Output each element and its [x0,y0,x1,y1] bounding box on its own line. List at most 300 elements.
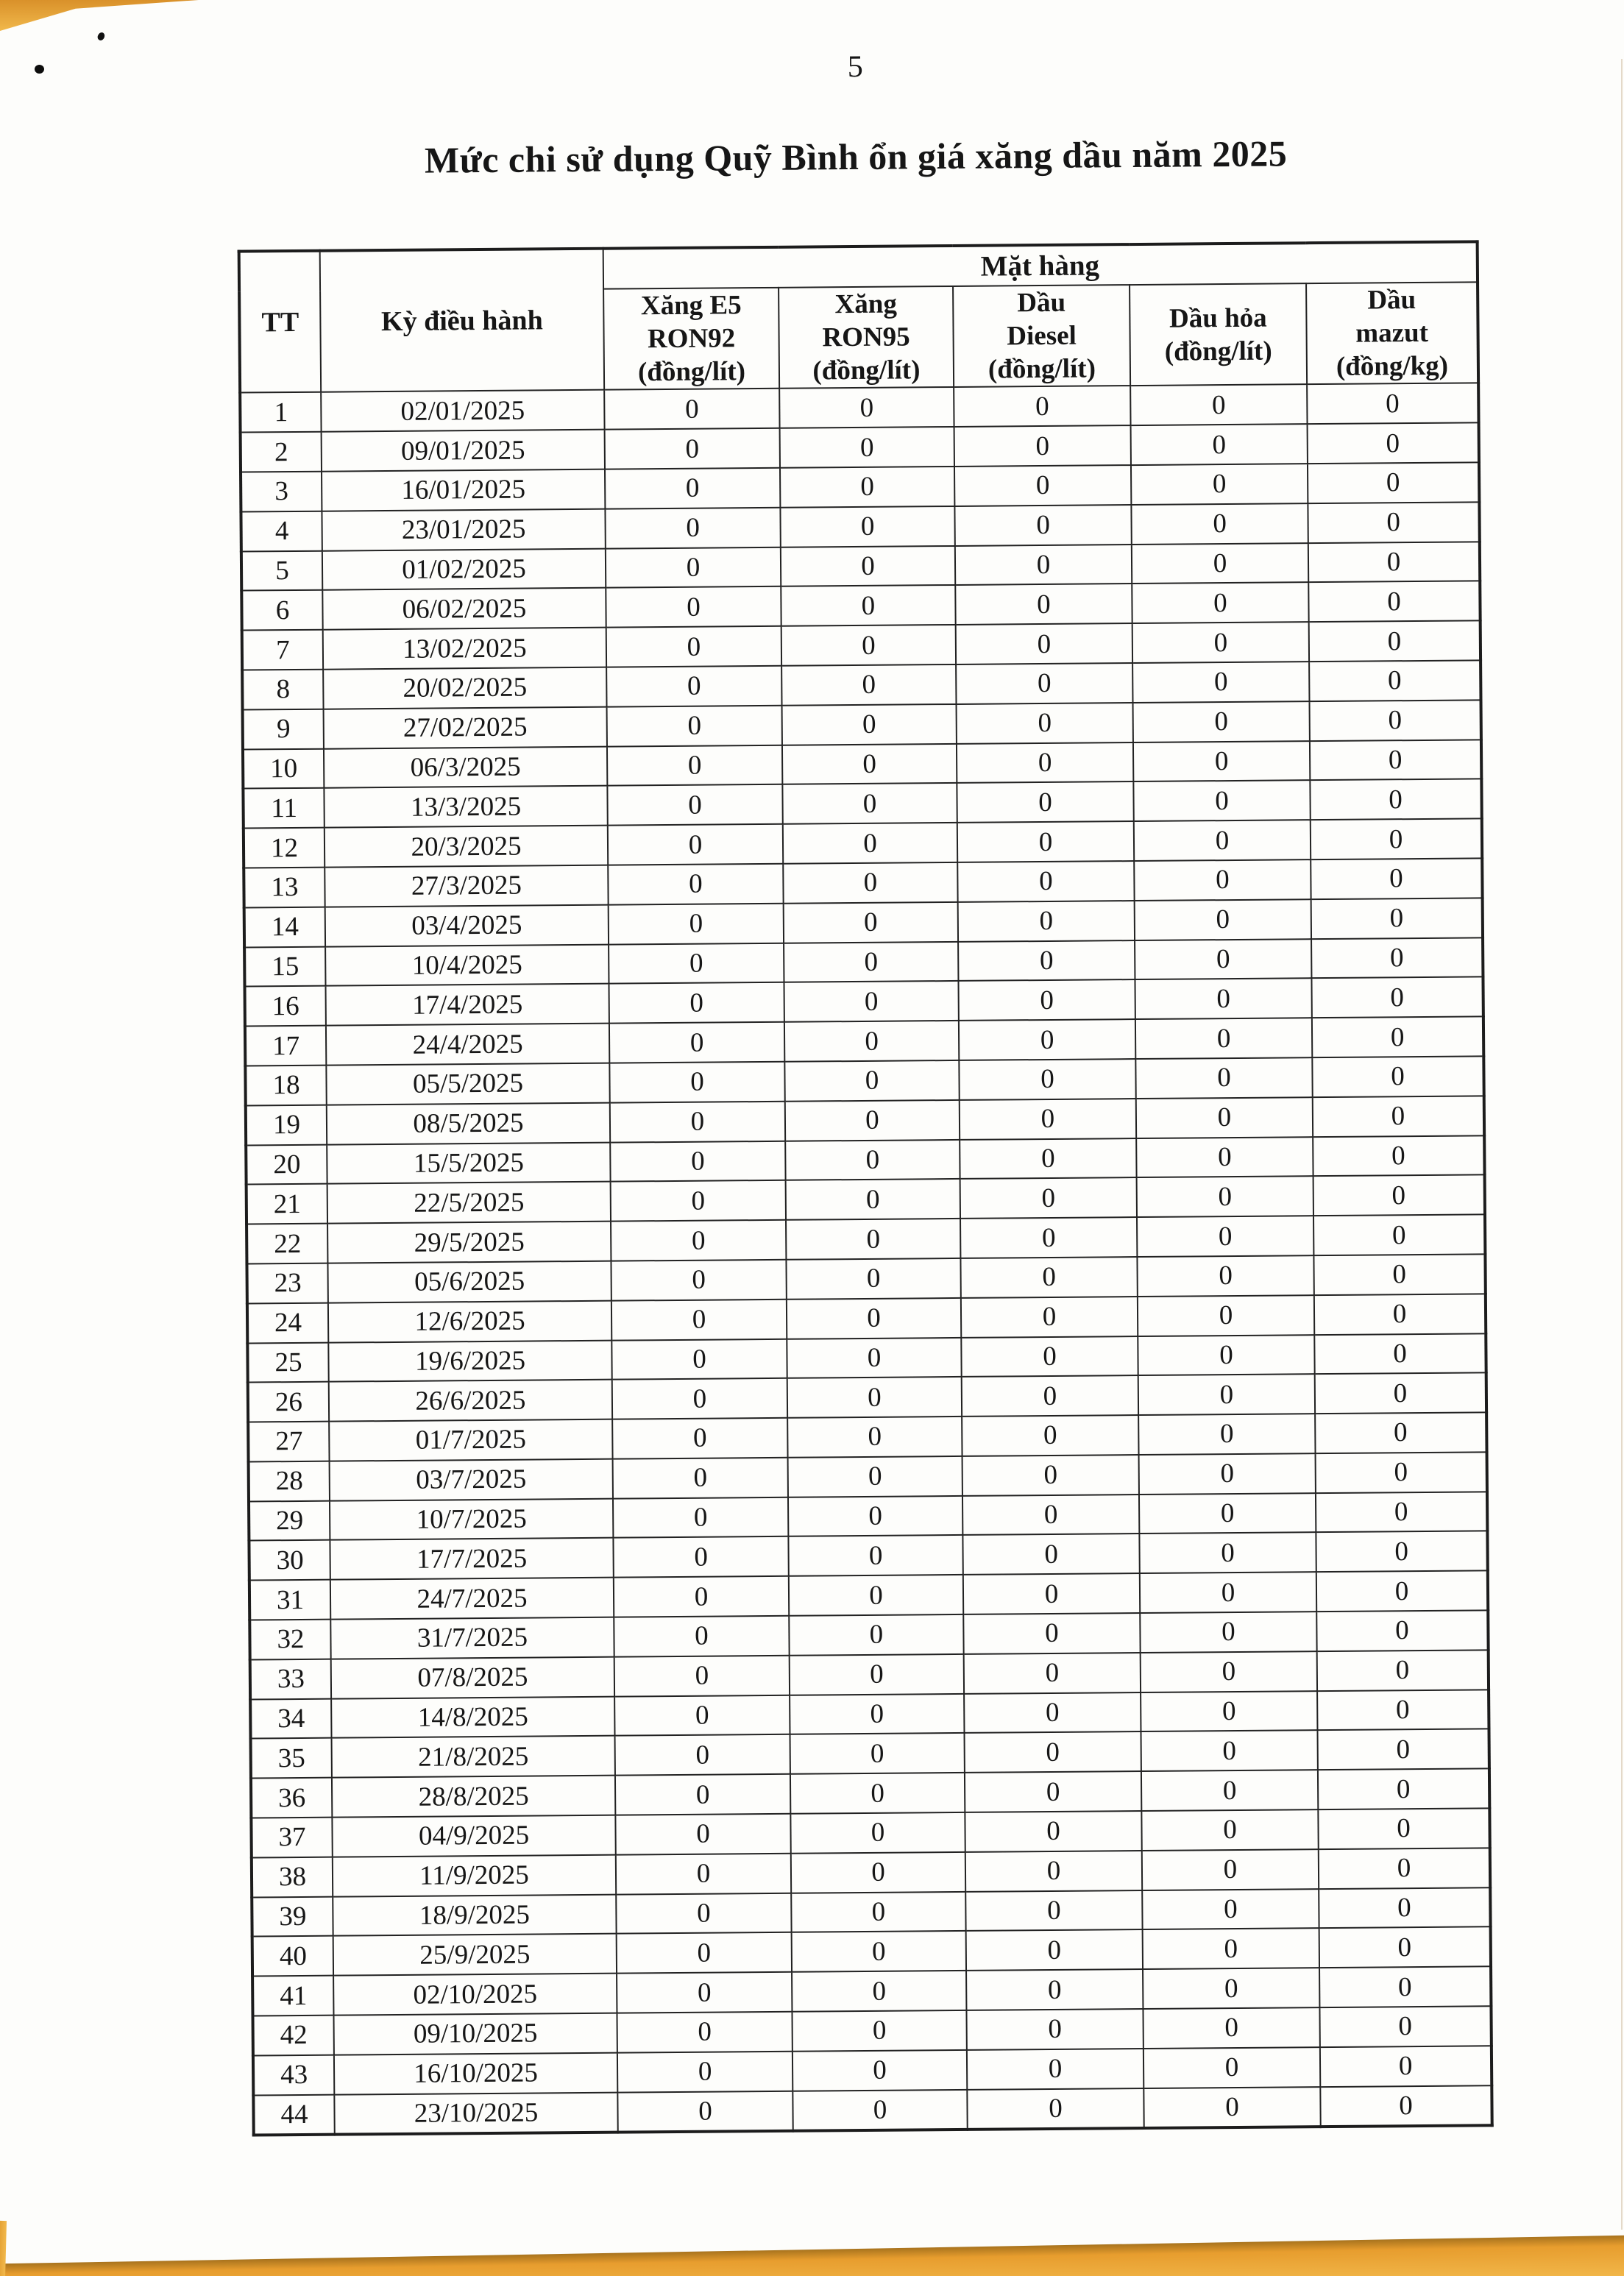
date-cell: 05/5/2025 [326,1063,609,1105]
value-cell: 0 [957,861,1134,902]
value-cell: 0 [611,1180,786,1222]
value-cell: 0 [604,389,779,430]
value-cell: 0 [610,1102,785,1143]
value-cell: 0 [1141,1691,1317,1732]
row-index-cell: 43 [253,2055,334,2095]
value-cell: 0 [964,1692,1141,1734]
value-cell: 0 [609,943,784,984]
value-cell: 0 [1307,383,1478,425]
row-index-cell: 40 [252,1936,333,1977]
row-index-cell: 21 [247,1184,327,1224]
value-cell: 0 [790,1773,965,1814]
value-cell: 0 [1137,1176,1313,1217]
value-cell: 0 [1142,1849,1319,1890]
date-cell: 10/7/2025 [330,1498,613,1540]
value-cell: 0 [611,1339,787,1380]
value-cell: 0 [782,783,957,824]
value-cell: 0 [1316,1610,1488,1651]
date-cell: 06/3/2025 [324,746,607,788]
value-cell: 0 [790,1654,964,1695]
value-cell: 0 [606,626,781,667]
value-cell: 0 [784,1060,959,1102]
value-cell: 0 [1319,1848,1490,1889]
date-cell: 21/8/2025 [332,1736,615,1778]
value-cell: 0 [1310,700,1481,741]
value-cell: 0 [787,1298,961,1339]
value-cell: 0 [613,1458,788,1499]
value-cell: 0 [1136,1137,1313,1178]
value-cell: 0 [1134,820,1311,861]
value-cell: 0 [960,1138,1136,1180]
value-cell: 0 [958,979,1135,1021]
value-cell: 0 [612,1418,787,1459]
row-index-cell: 39 [252,1896,333,1937]
value-cell: 0 [960,1099,1136,1140]
value-cell: 0 [1132,622,1309,663]
date-cell: 27/3/2025 [325,865,608,907]
value-cell: 0 [609,982,784,1024]
value-cell: 0 [780,427,954,468]
row-index-cell: 2 [241,432,322,472]
value-cell: 0 [787,1417,962,1458]
value-cell: 0 [962,1495,1139,1536]
value-cell: 0 [1138,1414,1315,1455]
value-cell: 0 [607,784,782,826]
product-header-line: (đồng/kg) [1336,350,1449,383]
value-cell: 0 [1131,503,1308,545]
value-cell: 0 [611,1299,787,1340]
row-index-cell: 31 [249,1580,330,1620]
value-cell: 0 [959,1059,1135,1100]
value-cell: 0 [957,781,1133,823]
product-header-cell [603,288,779,390]
value-cell: 0 [1137,1216,1313,1257]
page-number: 5 [847,49,863,85]
date-cell: 02/01/2025 [321,390,604,432]
value-cell: 0 [1317,1690,1489,1731]
value-cell: 0 [960,1217,1137,1258]
value-cell: 0 [1311,937,1483,979]
value-cell: 0 [611,1260,786,1301]
row-index-cell: 37 [251,1818,332,1858]
value-cell: 0 [1132,662,1309,703]
value-cell: 0 [962,1375,1138,1417]
value-cell: 0 [966,1969,1143,2010]
value-cell: 0 [1316,1531,1487,1573]
value-cell: 0 [1320,2046,1492,2087]
date-cell: 10/4/2025 [325,944,609,986]
row-index-cell: 38 [252,1857,333,1898]
date-cell: 03/7/2025 [330,1459,613,1501]
value-cell: 0 [616,1854,791,1895]
product-header-line: Diesel [1007,320,1077,352]
row-index-cell: 9 [243,709,324,749]
value-cell: 0 [784,1021,959,1062]
value-cell: 0 [1136,1097,1313,1138]
product-header-cell [1130,283,1307,386]
value-cell: 0 [1311,977,1483,1018]
value-cell: 0 [787,1337,961,1378]
value-cell: 0 [954,425,1131,467]
row-index-cell: 26 [248,1382,329,1422]
value-cell: 0 [615,1814,790,1855]
value-cell: 0 [1131,464,1308,505]
value-cell: 0 [786,1219,960,1260]
date-cell: 06/02/2025 [322,588,606,630]
value-cell: 0 [608,824,783,865]
value-cell: 0 [1313,1175,1485,1216]
value-cell: 0 [606,586,781,628]
value-cell: 0 [787,1377,962,1418]
value-cell: 0 [1314,1333,1486,1375]
date-cell: 09/01/2025 [322,430,605,472]
value-cell: 0 [609,904,784,945]
value-cell: 0 [610,1141,785,1182]
value-cell: 0 [961,1336,1138,1378]
value-cell: 0 [1320,2085,1492,2127]
value-cell: 0 [614,1616,789,1657]
value-cell: 0 [1133,741,1310,782]
row-index-cell: 42 [252,2016,333,2056]
value-cell: 0 [789,1614,963,1656]
value-cell: 0 [957,821,1134,862]
value-cell: 0 [1316,1452,1487,1493]
row-index-cell: 16 [245,986,326,1027]
value-cell: 0 [966,1929,1143,1971]
date-cell: 14/8/2025 [331,1696,614,1738]
product-header-line: (đồng/lít) [1164,336,1272,367]
value-cell: 0 [1308,581,1480,623]
row-index-cell: 23 [247,1263,327,1304]
value-cell: 0 [955,545,1132,586]
value-cell: 0 [1139,1453,1316,1495]
value-cell: 0 [780,506,954,547]
value-cell: 0 [607,706,782,747]
value-cell: 0 [1319,2006,1491,2047]
value-cell: 0 [1143,2087,1320,2129]
date-cell: 20/02/2025 [323,667,606,709]
value-cell: 0 [959,1019,1135,1060]
value-cell: 0 [791,1892,965,1933]
value-cell: 0 [967,2088,1143,2130]
value-cell: 0 [1313,1254,1485,1295]
value-cell: 0 [1309,660,1481,701]
value-cell: 0 [1310,779,1481,820]
row-index-cell: 29 [249,1500,330,1541]
value-cell: 0 [790,1812,965,1854]
product-header-line: RON92 [647,323,736,355]
value-cell: 0 [1141,1651,1317,1692]
value-cell: 0 [1318,1769,1489,1810]
row-index-cell: 6 [241,590,322,631]
value-cell: 0 [965,1811,1141,1852]
product-header-line: mazut [1355,318,1429,349]
scan-right-edge-line [1621,59,1623,2230]
value-cell: 0 [615,1774,790,1815]
value-cell: 0 [965,1851,1142,1892]
value-cell: 0 [1313,1214,1485,1255]
value-cell: 0 [964,1653,1141,1694]
row-index-cell: 4 [241,511,322,551]
value-cell: 0 [1315,1373,1486,1414]
value-cell: 0 [785,1139,960,1180]
value-cell: 0 [1315,1412,1486,1453]
ink-speck [35,65,44,74]
product-header-line: (đồng/lít) [812,355,921,386]
value-cell: 0 [967,2049,1143,2090]
product-header-line: Xăng E5 [640,290,742,322]
date-cell: 29/5/2025 [327,1222,611,1263]
value-cell: 0 [781,585,955,626]
value-cell: 0 [614,1576,789,1617]
date-cell: 11/9/2025 [333,1854,616,1896]
value-cell: 0 [605,508,780,549]
date-cell: 13/02/2025 [323,628,606,670]
row-index-cell: 20 [246,1144,327,1185]
value-cell: 0 [1312,1016,1483,1057]
scan-background-topleft-corner [0,0,199,31]
value-cell: 0 [1135,1018,1312,1059]
value-cell: 0 [784,981,958,1022]
row-index-cell: 8 [242,670,323,710]
product-header-line: (đồng/lít) [637,356,746,388]
value-cell: 0 [784,941,958,982]
value-cell: 0 [605,468,780,509]
value-cell: 0 [1319,1927,1491,1968]
row-index-cell: 18 [245,1066,326,1106]
value-cell: 0 [1311,818,1482,859]
value-cell: 0 [1138,1374,1315,1415]
value-cell: 0 [1143,1929,1319,1970]
table-body [240,383,1492,2135]
value-cell: 0 [1137,1255,1313,1297]
value-cell: 0 [960,1177,1137,1219]
value-cell: 0 [613,1497,788,1538]
row-index-cell: 22 [247,1224,327,1264]
value-cell: 0 [1319,1887,1490,1929]
value-cell: 0 [788,1456,962,1497]
row-index-cell: 24 [247,1302,328,1343]
value-cell: 0 [614,1656,790,1697]
value-cell: 0 [1143,2047,1320,2088]
value-cell: 0 [790,1733,965,1774]
value-cell: 0 [963,1613,1140,1654]
row-index-cell: 28 [249,1461,330,1502]
value-cell: 0 [1309,621,1481,662]
value-cell: 0 [792,2010,966,2052]
date-cell: 16/01/2025 [322,469,605,511]
row-index-cell: 17 [245,1026,326,1066]
value-cell: 0 [1135,899,1311,940]
value-cell: 0 [614,1695,790,1736]
date-cell: 01/7/2025 [329,1419,612,1461]
value-cell: 0 [954,465,1131,506]
row-index-cell: 34 [250,1698,331,1739]
value-cell: 0 [1138,1335,1314,1376]
value-cell: 0 [1313,1096,1484,1137]
product-header-cell [953,285,1130,387]
value-cell: 0 [1143,1968,1319,2009]
ink-speck [96,31,107,41]
value-cell: 0 [1141,1731,1317,1772]
value-cell: 0 [605,428,780,469]
value-cell: 0 [782,704,957,745]
value-cell: 0 [1311,898,1483,939]
value-cell: 0 [789,1575,963,1616]
value-cell: 0 [1316,1571,1488,1612]
value-cell: 0 [1139,1533,1316,1574]
document-page [235,0,1474,2130]
row-index-cell: 11 [243,788,324,829]
value-cell: 0 [617,1932,792,1974]
date-cell: 02/10/2025 [333,1974,617,2016]
value-cell: 0 [961,1297,1138,1338]
value-cell: 0 [956,663,1132,704]
value-cell: 0 [786,1179,960,1220]
value-cell: 0 [1308,462,1479,503]
date-cell: 07/8/2025 [331,1657,614,1699]
row-index-cell: 3 [241,472,322,512]
row-index-cell: 44 [253,2094,334,2135]
date-cell: 08/5/2025 [327,1102,610,1144]
date-cell: 22/5/2025 [327,1182,611,1224]
value-cell: 0 [1138,1295,1314,1336]
value-cell: 0 [965,1731,1141,1773]
value-cell: 0 [781,625,956,666]
date-cell: 17/4/2025 [326,984,609,1026]
value-cell: 0 [785,1100,960,1141]
product-group-header-cell: Mặt hàng [603,241,1478,288]
product-header-line: Xăng [834,288,898,320]
value-cell: 0 [957,742,1133,784]
value-cell: 0 [609,1022,784,1063]
value-cell: 0 [781,546,955,587]
product-header-cell [779,286,954,389]
value-cell: 0 [1133,781,1310,822]
value-cell: 0 [783,862,957,904]
value-cell: 0 [617,2091,793,2133]
date-cell: 04/9/2025 [332,1815,615,1857]
value-cell: 0 [607,745,782,786]
value-cell: 0 [1132,583,1308,624]
value-cell: 0 [954,386,1130,427]
date-cell: 13/3/2025 [324,786,607,828]
value-cell: 0 [1318,1808,1489,1849]
value-cell: 0 [792,1971,966,2012]
value-cell: 0 [612,1378,787,1419]
row-index-cell: 25 [247,1342,328,1383]
value-cell: 0 [1141,1770,1318,1811]
value-cell: 0 [786,1258,960,1300]
date-cell: 20/3/2025 [325,826,608,868]
value-cell: 0 [1131,424,1308,465]
date-cell: 23/10/2025 [334,2092,617,2135]
value-cell: 0 [788,1496,962,1537]
value-cell: 0 [1310,740,1481,781]
value-cell: 0 [793,2090,967,2132]
product-header-line: Dầu [1017,287,1066,319]
value-cell: 0 [609,1062,784,1103]
date-cell: 26/6/2025 [329,1380,612,1422]
value-cell: 0 [1135,978,1311,1019]
value-cell: 0 [1133,701,1310,742]
value-cell: 0 [617,1972,792,2013]
date-cell: 17/7/2025 [330,1538,613,1580]
date-cell: 27/02/2025 [324,706,607,748]
document-title: Mức chi sử dụng Quỹ Bình ổn giá xăng dầu năm 2025 [424,132,1288,181]
row-index-cell: 15 [244,946,325,987]
value-cell: 0 [1134,859,1311,901]
date-cell: 24/4/2025 [326,1024,609,1066]
value-cell: 0 [1319,1967,1491,2008]
value-cell: 0 [1139,1493,1316,1534]
value-cell: 0 [615,1734,790,1776]
value-cell: 0 [1308,502,1479,543]
date-cell: 25/9/2025 [333,1934,617,1976]
row-index-cell: 10 [243,748,324,789]
date-cell: 03/4/2025 [325,904,609,946]
value-cell: 0 [1135,1057,1312,1099]
product-header-line: RON95 [822,322,910,353]
value-cell: 0 [960,1257,1137,1298]
value-cell: 0 [966,2009,1143,2050]
scan-background-bottom-edge [0,2232,1624,2276]
row-index-cell: 19 [246,1105,327,1145]
row-index-cell: 13 [244,868,325,908]
value-cell: 0 [958,940,1135,982]
value-cell: 0 [954,505,1131,546]
value-cell: 0 [958,901,1135,942]
value-cell: 0 [1140,1572,1316,1613]
value-cell: 0 [793,2050,967,2091]
value-cell: 0 [779,387,954,428]
row-index-cell: 14 [244,907,325,947]
value-cell: 0 [1312,1056,1483,1097]
tt-header-cell: TT [239,251,322,393]
date-cell: 16/10/2025 [334,2052,617,2094]
row-index-cell: 35 [251,1738,332,1779]
value-cell: 0 [606,547,781,588]
value-cell: 0 [613,1536,788,1578]
value-cell: 0 [1316,1492,1487,1533]
row-index-cell: 32 [249,1620,330,1660]
value-cell: 0 [780,467,954,508]
value-cell: 0 [1314,1294,1486,1335]
value-cell: 0 [963,1573,1140,1614]
value-cell: 0 [1140,1612,1316,1653]
date-cell: 28/8/2025 [332,1776,615,1818]
value-cell: 0 [1141,1809,1318,1851]
row-index-cell: 27 [248,1422,329,1462]
row-index-cell: 41 [252,1976,333,2016]
date-cell: 15/5/2025 [327,1142,610,1184]
value-cell: 0 [1308,542,1480,583]
value-cell: 0 [608,864,783,905]
value-cell: 0 [1143,2007,1319,2049]
row-index-cell: 1 [240,392,321,433]
fuel-fund-table [238,240,1494,2137]
product-header-line: Dầu [1367,285,1416,316]
value-cell: 0 [1135,939,1311,980]
date-cell: 24/7/2025 [330,1578,614,1620]
period-header-cell: Kỳ điều hành [320,249,604,392]
row-index-cell: 36 [251,1778,332,1818]
date-cell: 19/6/2025 [328,1340,611,1382]
value-cell: 0 [962,1415,1138,1456]
row-index-cell: 33 [250,1659,331,1700]
value-cell: 0 [1132,543,1308,584]
value-cell: 0 [1142,1889,1319,1930]
